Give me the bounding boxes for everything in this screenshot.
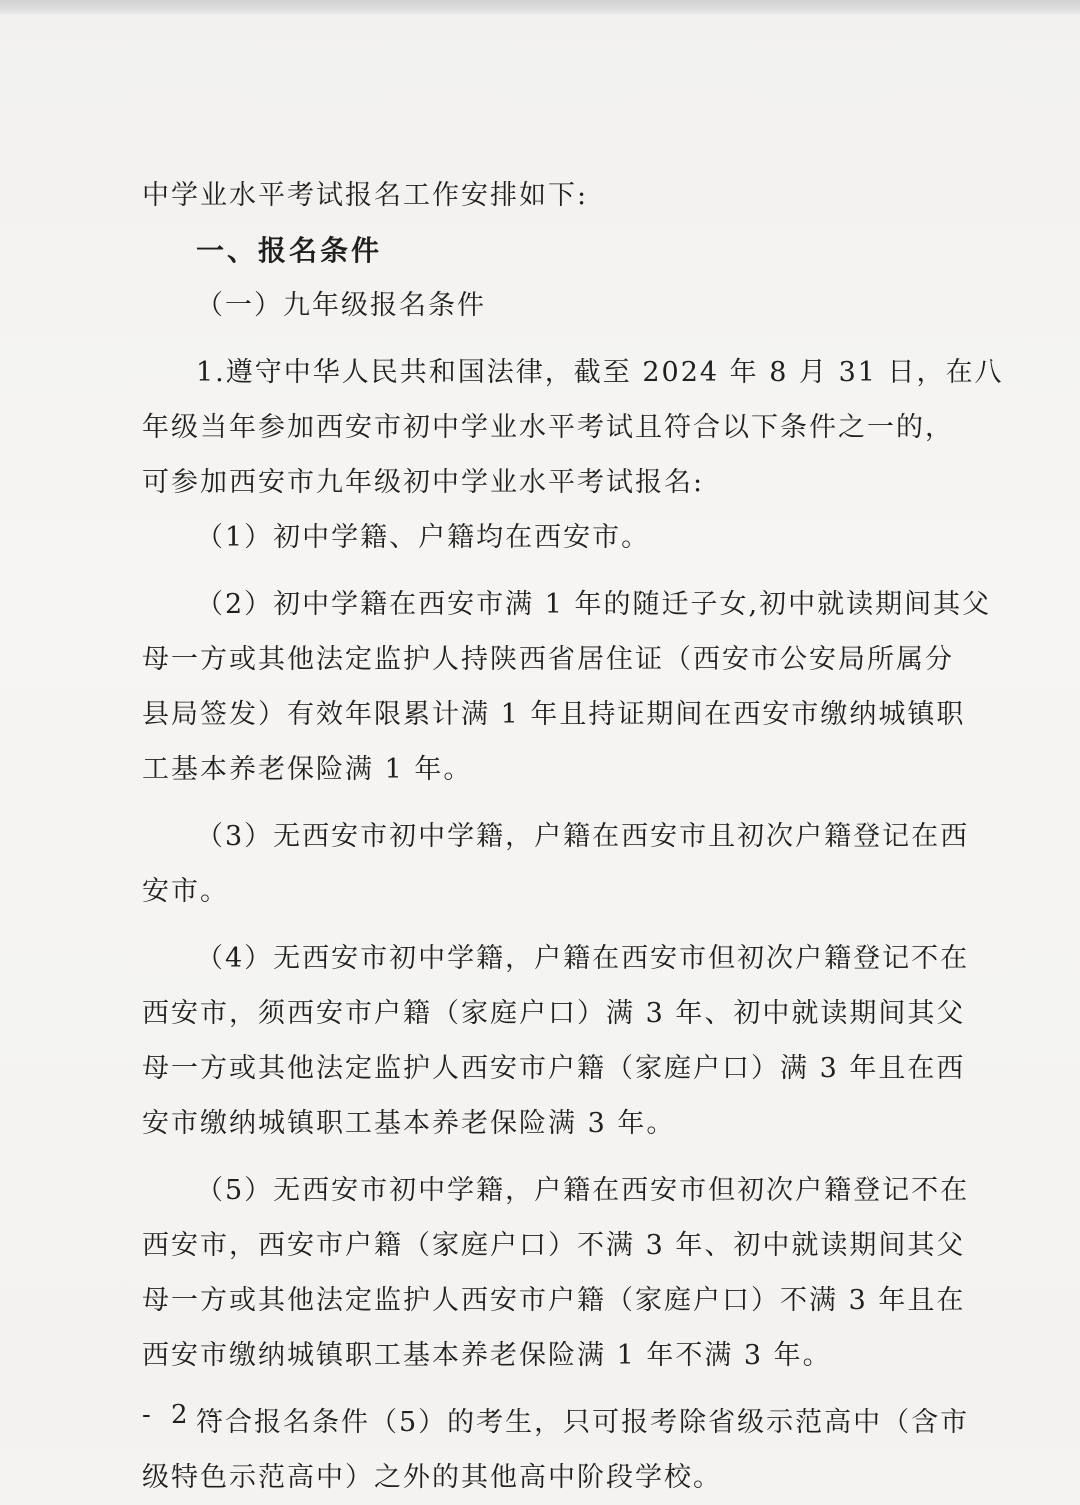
- condition-1: [142, 510, 942, 565]
- section-heading: 一、报名条件: [196, 234, 383, 267]
- paragraph-line: （4）无西安市初中学籍，户籍在西安市但初次户籍登记不在: [196, 943, 970, 974]
- paragraph-line: 西安市缴纳城镇职工基本养老保险满 1 年不满 3 年。: [142, 1340, 832, 1371]
- scan-edge: [0, 0, 1080, 14]
- paragraph-line: （3）无西安市初中学籍，户籍在西安市且初次户籍登记在西: [196, 821, 970, 852]
- paragraph-line: 1.遵守中华人民共和国法律，截至 2024 年 8 月 31 日，在八: [196, 357, 1004, 388]
- paragraph-line: 可参加西安市九年级初中学业水平考试报名:: [142, 467, 705, 498]
- condition-2: [142, 577, 992, 797]
- condition-3: [142, 809, 970, 919]
- paragraph-line: 年级当年参加西安市初中学业水平考试且符合以下条件之一的，: [142, 412, 954, 443]
- paragraph-line: 西安市，须西安市户籍（家庭户口）满 3 年、初中就读期间其父: [142, 998, 966, 1029]
- paragraph-item-1: [142, 345, 1004, 510]
- paragraph-line: 西安市，西安市户籍（家庭户口）不满 3 年、初中就读期间其父: [142, 1230, 966, 1261]
- paragraph-line: 母一方或其他法定监护人西安市户籍（家庭户口）满 3 年且在西: [142, 1053, 966, 1084]
- paragraph-line: （1）初中学籍、户籍均在西安市。: [196, 522, 651, 553]
- paragraph-line: （5）无西安市初中学籍，户籍在西安市但初次户籍登记不在: [196, 1175, 970, 1206]
- condition-4: [142, 931, 970, 1151]
- document-body: [142, 168, 1004, 1505]
- condition-5: [142, 1163, 970, 1383]
- intro-line: 中学业水平考试报名工作安排如下:: [142, 180, 589, 211]
- paragraph-line: 安市缴纳城镇职工基本养老保险满 3 年。: [142, 1108, 676, 1139]
- paragraph-line: 母一方或其他法定监护人持陕西省居住证（西安市公安局所属分: [142, 644, 954, 675]
- paragraph-line: 工基本养老保险满 1 年。: [142, 754, 473, 785]
- page-number: - 2 -: [142, 1400, 223, 1430]
- note-paragraph: [142, 1395, 970, 1505]
- paragraph-line: 县局签发）有效年限累计满 1 年且持证期间在西安市缴纳城镇职: [142, 699, 966, 730]
- paragraph-line: 母一方或其他法定监护人西安市户籍（家庭户口）不满 3 年且在: [142, 1285, 966, 1316]
- paragraph-line: 符合报名条件（5）的考生，只可报考除省级示范高中（含市: [196, 1407, 970, 1438]
- paragraph-line: 级特色示范高中）之外的其他高中阶段学校。: [142, 1462, 722, 1493]
- subsection-heading: （一）九年级报名条件: [196, 290, 486, 321]
- paragraph-line: 安市。: [142, 876, 229, 907]
- paragraph-line: （2）初中学籍在西安市满 1 年的随迁子女,初中就读期间其父: [196, 589, 992, 620]
